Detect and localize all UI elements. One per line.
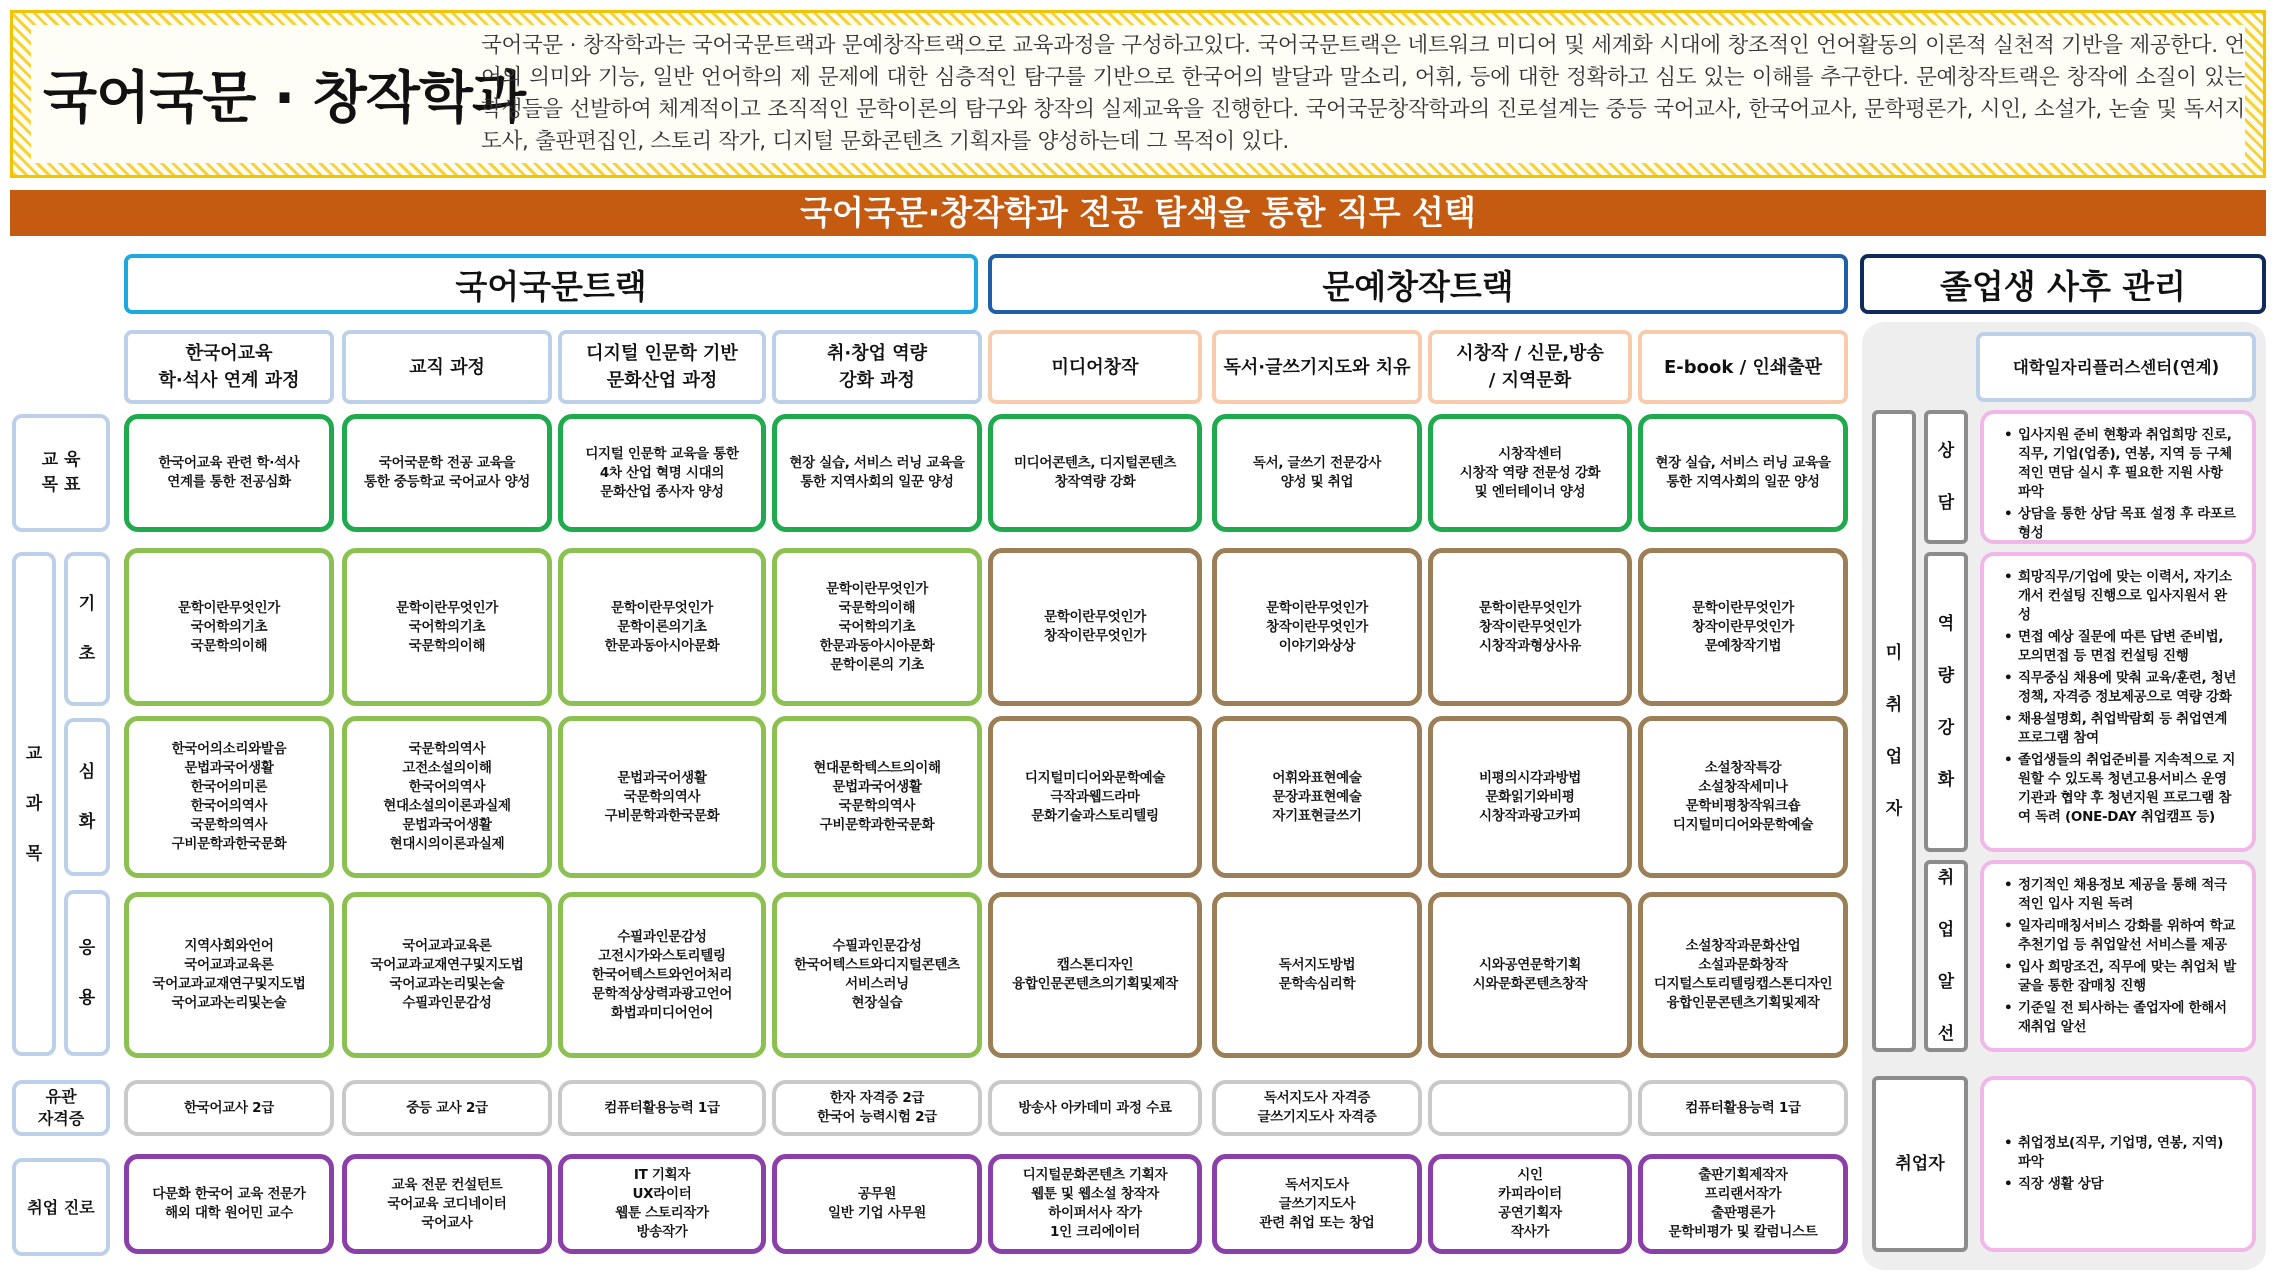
basic-course-box-4: 문학이란무엇인가 국문학의이해 국어학의기초 한문과동아시아문화 문학이론의 기초 [772, 548, 982, 706]
applied-course-box-7: 시와공연문학기획 시와문화콘텐츠창작 [1428, 892, 1632, 1058]
support-item: • 정기적인 채용정보 제공을 통해 적극적인 입사 지원 독려 [2004, 876, 2238, 914]
support-item: • 일자리매칭서비스 강화를 위하여 학교추천기업 등 취업알선 서비스를 제공 [2004, 917, 2238, 955]
column-header-1: 한국어교육 학·석사 연계 과정 [124, 330, 334, 404]
unemployed-label: 미 취 업 자 [1872, 410, 1916, 1052]
advanced-course-box-2: 국문학의역사 고전소설의이해 한국어의역사 현대소설의이론과실제 문법과국어생활 현대시의이론과실제 [342, 716, 552, 878]
applied-course-box-3: 수필과인문감성 고전시가와스토리텔링 한국어텍스트와언어처리 문학적상상력과광고언어 화법과미디어언어 [558, 892, 766, 1058]
goal-box-5: 미디어콘텐츠, 디지털콘텐츠 창작역량 강화 [988, 414, 1202, 532]
license-box-5: 방송사 아카데미 과정 수료 [988, 1080, 1202, 1136]
department-title: 국어국문 · 창작학과 [43, 66, 526, 131]
section-banner: 국어국문·창작학과 전공 탐색을 통한 직무 선택 [10, 190, 2266, 236]
license-box-6: 독서지도사 자격증 글쓰기지도사 자격증 [1212, 1080, 1422, 1136]
advanced-course-box-4: 현대문학텍스트의이해 문법과국어생활 국문학의역사 구비문학과한국문화 [772, 716, 982, 878]
advanced-course-box-1: 한국어의소리와발음 문법과국어생활 한국어의미론 한국어의역사 국문학의역사 구비문학과한국문화 [124, 716, 334, 878]
row-label-curriculum: 교 과 목 [12, 552, 56, 1056]
capacity-list [2004, 568, 2238, 827]
employed-box [1980, 1076, 2256, 1252]
support-item: • 직장 생활 상담 [2004, 1175, 2238, 1194]
license-box-4: 한자 자격증 2급 한국어 능력시험 2급 [772, 1080, 982, 1136]
applied-course-box-1: 지역사회와언어 국어교과교육론 국어교과교재연구및지도법 국어교과논리및논술 [124, 892, 334, 1058]
header-inner [31, 25, 2245, 163]
applied-course-box-4: 수필과인문감성 한국어텍스트와디지털콘텐츠 서비스러닝 현장실습 [772, 892, 982, 1058]
placement-list [2004, 876, 2238, 1037]
basic-course-box-2: 문학이란무엇인가 국어학의기초 국문학의이해 [342, 548, 552, 706]
license-box-1: 한국어교사 2급 [124, 1080, 334, 1136]
applied-course-box-2: 국어교과교육론 국어교과교재연구및지도법 국어교과논리및논술 수필과인문감성 [342, 892, 552, 1058]
career-box-1: 다문화 한국어 교육 전문가 해외 대학 원어민 교수 [124, 1154, 334, 1254]
goal-box-1: 한국어교육 관련 학·석사 연계를 통한 전공심화 [124, 414, 334, 532]
goal-box-3: 디지털 인문학 교육을 통한 4차 산업 혁명 시대의 문화산업 종사자 양성 [558, 414, 766, 532]
column-header-3: 디지털 인문학 기반 문화산업 과정 [558, 330, 766, 404]
career-box-2: 교육 전문 컨설턴트 국어교육 코디네이터 국어교사 [342, 1154, 552, 1254]
career-box-4: 공무원 일반 기업 사무원 [772, 1154, 982, 1254]
license-box-7 [1428, 1080, 1632, 1136]
row-label-advanced: 심 화 [64, 718, 110, 876]
department-description: 국어국문 · 창작학과는 국어국문트랙과 문예창작트랙으로 교육과정을 구성하고있다. 국어국문트랙은 네트워크 미디어 및 세계화 시대에 창조적인 언어활동의 이론적 실천적 기반을 제공한다. 언어의 의미와 기능, 일반 언어학의 제 문제에 대한 심층적인 탐구를 기반으로 한국어의 발달과 말소리, 어휘, 등에 대한 정확하고 심도 있는 이해를 추구한다. 문예창작트랙은 창작에 소질이 있는 학생들을 선발하여 체계적이고 조직적인 문학이론의 탐구와 창작의 실제교육을 진행한다. 국어국문창작학과의 진로설계는 중등 국어교사, 한국어교사, 문학평론가, 시인, 소설가, 논술 및 독서지도사, 출판편집인, 스토리 작가, 디지털 문화콘텐츠 기획자를 양성하는데 그 목적이 있다. [481, 33, 2245, 154]
column-header-2: 교직 과정 [342, 330, 552, 404]
column-header-8: E-book / 인쇄출판 [1638, 330, 1848, 404]
row-label-career: 취업 진로 [12, 1158, 110, 1256]
support-item: • 입사지원 준비 현황과 취업희망 진로, 직무, 기업(업종), 연봉, 지역 등 구체적인 면담 실시 후 필요한 지원 사항 파악 [2004, 426, 2238, 502]
advanced-course-box-6: 어휘와표현예술 문장과표현예술 자기표현글쓰기 [1212, 716, 1422, 878]
row-label-goal: 교 육 목 표 [12, 414, 110, 532]
support-item: • 졸업생들의 취업준비를 지속적으로 지원할 수 있도록 청년고용서비스 운영기관과 협약 후 청년지원 프로그램 참여 독려 (ONE-DAY 취업캠프 등) [2004, 751, 2238, 827]
support-item: • 입사 희망조건, 직무에 맞는 취업처 발굴을 통한 잡매칭 진행 [2004, 958, 2238, 996]
goal-box-6: 독서, 글쓰기 전문강사 양성 및 취업 [1212, 414, 1422, 532]
header-panel [10, 10, 2266, 178]
employed-label: 취업자 [1872, 1076, 1968, 1252]
goal-box-7: 시창작센터 시창작 역량 전문성 강화 및 엔터테이너 양성 [1428, 414, 1632, 532]
basic-course-box-6: 문학이란무엇인가 창작이란무엇인가 이야기와상상 [1212, 548, 1422, 706]
employed-list [2004, 1134, 2238, 1194]
career-box-5: 디지털문화콘텐츠 기획자 웹툰 및 웹소설 창작자 하이퍼서사 작가 1인 크리에이터 [988, 1154, 1202, 1254]
support-item: • 채용설명회, 취업박람회 등 취업연계 프로그램 참여 [2004, 710, 2238, 748]
applied-course-box-5: 캡스톤디자인 융합인문콘텐츠의기획및제작 [988, 892, 1202, 1058]
support-item: • 기준일 전 퇴사하는 졸업자에 한해서 재취업 알선 [2004, 999, 2238, 1037]
advanced-course-box-5: 디지털미디어와문학예술 극작과웹드라마 문화기술과스토리텔링 [988, 716, 1202, 878]
career-box-8: 출판기획제작자 프리랜서작가 출판평론가 문학비평가 및 칼럼니스트 [1638, 1154, 1848, 1254]
counsel-list [2004, 426, 2238, 543]
license-box-3: 컴퓨터활용능력 1급 [558, 1080, 766, 1136]
counsel-label: 상 담 [1924, 410, 1968, 544]
advanced-course-box-3: 문법과국어생활 국문학의역사 구비문학과한국문화 [558, 716, 766, 878]
basic-course-box-8: 문학이란무엇인가 창작이란무엇인가 문예창작기법 [1638, 548, 1848, 706]
counsel-box [1980, 410, 2256, 544]
employment-center-header: 대학일자리플러스센터(연계) [1976, 332, 2256, 402]
support-item: • 직무중심 채용에 맞춰 교육/훈련, 청년정책, 자격증 정보제공으로 역량 강화 [2004, 669, 2238, 707]
advanced-course-box-7: 비평의시각과방법 문화읽기와비평 시창작과광고카피 [1428, 716, 1632, 878]
column-header-5: 미디어창작 [988, 330, 1202, 404]
track-alumni-care: 졸업생 사후 관리 [1860, 254, 2266, 314]
placement-label: 취 업 알 선 [1924, 860, 1968, 1052]
career-box-7: 시인 카피라이터 공연기획자 작사가 [1428, 1154, 1632, 1254]
support-item: • 면접 예상 질문에 따른 답변 준비법, 모의면접 등 면접 컨설팅 진행 [2004, 628, 2238, 666]
career-box-6: 독서지도사 글쓰기지도사 관련 취업 또는 창업 [1212, 1154, 1422, 1254]
column-header-4: 취·창업 역량 강화 과정 [772, 330, 982, 404]
track-korean: 국어국문트랙 [124, 254, 978, 314]
track-creative-writing: 문예창작트랙 [988, 254, 1848, 314]
column-header-6: 독서·글쓰기지도와 치유 [1212, 330, 1422, 404]
goal-box-8: 현장 실습, 서비스 러닝 교육을 통한 지역사회의 일꾼 양성 [1638, 414, 1848, 532]
basic-course-box-5: 문학이란무엇인가 창작이란무엇인가 [988, 548, 1202, 706]
applied-course-box-8: 소설창작과문화산업 소설과문화창작 디지털스토리텔링캡스톤디자인 융합인문콘텐츠기획및제작 [1638, 892, 1848, 1058]
career-box-3: IT 기획자 UX라이터 웹툰 스토리작가 방송작가 [558, 1154, 766, 1254]
license-box-8: 컴퓨터활용능력 1급 [1638, 1080, 1848, 1136]
column-header-7: 시창작 / 신문,방송 / 지역문화 [1428, 330, 1632, 404]
basic-course-box-3: 문학이란무엇인가 문학이론의기초 한문과동아시아문화 [558, 548, 766, 706]
support-item: • 취업정보(직무, 기업명, 연봉, 지역) 파악 [2004, 1134, 2238, 1172]
license-box-2: 중등 교사 2급 [342, 1080, 552, 1136]
goal-box-2: 국어국문학 전공 교육을 통한 중등학교 국어교사 양성 [342, 414, 552, 532]
row-label-basic: 기 초 [64, 552, 110, 706]
applied-course-box-6: 독서지도방법 문학속심리학 [1212, 892, 1422, 1058]
advanced-course-box-8: 소설창작특강 소설창작세미나 문학비평창작워크숍 디지털미디어와문학예술 [1638, 716, 1848, 878]
support-item: • 희망직무/기업에 맞는 이력서, 자기소개서 컨설팅 진행으로 입사지원서 완성 [2004, 568, 2238, 625]
basic-course-box-7: 문학이란무엇인가 창작이란무엇인가 시창작과형상사유 [1428, 548, 1632, 706]
goal-box-4: 현장 실습, 서비스 러닝 교육을 통한 지역사회의 일꾼 양성 [772, 414, 982, 532]
basic-course-box-1: 문학이란무엇인가 국어학의기초 국문학의이해 [124, 548, 334, 706]
row-label-applied: 응 용 [64, 890, 110, 1056]
support-item: • 상담을 통한 상담 목표 설정 후 라포르 형성 [2004, 505, 2238, 543]
capacity-box [1980, 552, 2256, 852]
row-label-license: 유관 자격증 [12, 1080, 110, 1136]
capacity-label: 역 량 강 화 [1924, 552, 1968, 852]
placement-box [1980, 860, 2256, 1052]
